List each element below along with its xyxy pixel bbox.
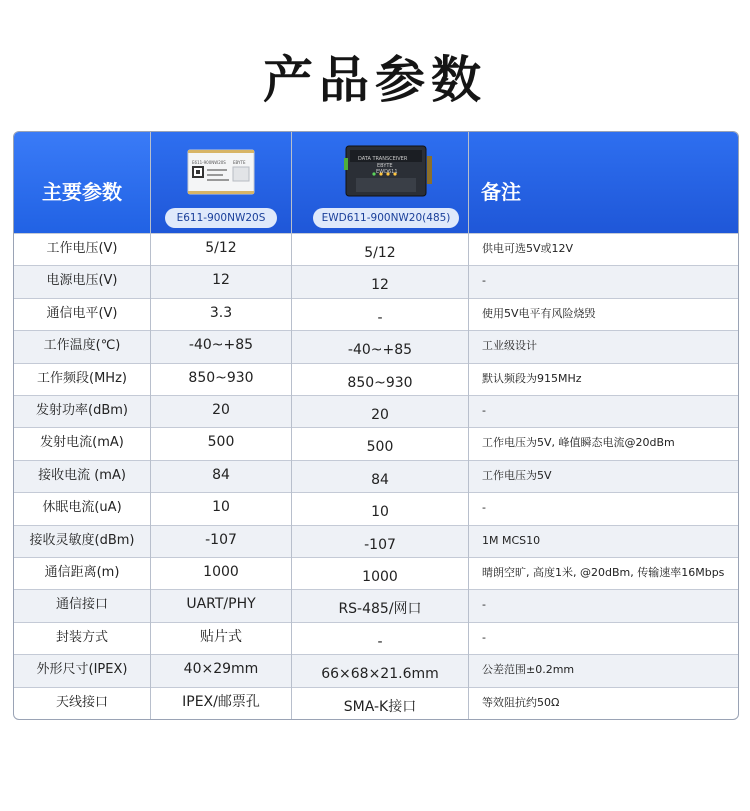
param-cell: 工作温度(℃): [43, 338, 121, 354]
module-product-image: [187, 149, 255, 195]
enclosure-print-text: DATA TRANSCEIVER: [358, 156, 408, 162]
note-cell: -: [482, 501, 486, 515]
note-cell: 公差范围±0.2mm: [482, 663, 575, 677]
table-row: [14, 589, 738, 621]
product1-value-cell: 20: [212, 402, 230, 418]
product2-value-cell: RS-485/网口: [338, 601, 422, 618]
table-row: [14, 233, 738, 265]
product2-value-cell: 1000: [362, 569, 398, 585]
spec-table: [13, 131, 739, 720]
product1-value-cell: 500: [207, 434, 235, 451]
header-notes-label: 备注: [481, 180, 521, 204]
row-divider: [14, 363, 738, 364]
product1-value-cell: 10: [212, 499, 230, 516]
note-cell: -: [482, 630, 486, 644]
param-cell: 工作频段(MHz): [37, 370, 127, 386]
table-row: [14, 687, 738, 719]
param-cell: 电源电压(V): [46, 273, 118, 289]
product2-value-cell: 10: [371, 504, 389, 521]
table-row: [14, 330, 738, 362]
row-divider: [14, 460, 738, 461]
table-row: [14, 654, 738, 686]
param-cell: 休眠电流(uA): [42, 500, 122, 516]
product2-value-cell: 500: [366, 439, 394, 456]
note-cell: 1M MCS10: [482, 533, 541, 547]
note-cell: 默认频段为915MHz: [482, 371, 582, 385]
row-divider: [14, 525, 738, 526]
product1-value-cell: UART/PHY: [186, 596, 256, 613]
table-row: [14, 427, 738, 459]
note-cell: 等效阻抗约50Ω: [482, 695, 560, 709]
product1-value-cell: 1000: [203, 564, 239, 580]
product2-value-cell: 850~930: [347, 374, 413, 391]
page-title: 产品参数: [263, 51, 487, 109]
row-divider: [14, 687, 738, 688]
row-divider: [14, 265, 738, 266]
note-cell: 供电可选5V或12V: [482, 242, 574, 255]
row-divider: [14, 233, 738, 234]
note-cell: 使用5V电平有风险烧毁: [482, 306, 596, 320]
param-cell: 发射功率(dBm): [36, 403, 128, 418]
note-cell: -: [482, 274, 486, 288]
row-divider: [14, 298, 738, 299]
enclosure-brand-text: EBYTE: [377, 163, 393, 169]
product2-value-cell: -: [377, 309, 383, 326]
product1-value-cell: -107: [205, 531, 237, 548]
product2-value-cell: 20: [371, 407, 389, 423]
product2-value-cell: -107: [364, 536, 396, 553]
module-print-text: E611-900NW20S: [192, 160, 226, 165]
table-row: [14, 622, 738, 654]
param-cell: 接收灵敏度(dBm): [29, 532, 135, 548]
enclosure-model-text: EWD611: [376, 169, 398, 175]
param-cell: 通信接口: [55, 597, 108, 613]
product2-value-cell: 12: [371, 277, 389, 294]
table-row: [14, 298, 738, 330]
column-divider: [468, 132, 469, 719]
product2-value-cell: -40~+85: [347, 342, 413, 359]
table-row: [14, 265, 738, 297]
row-divider: [14, 557, 738, 558]
row-divider: [14, 427, 738, 428]
row-divider: [14, 395, 738, 396]
product2-label: EWD611-900NW20(485): [313, 208, 459, 228]
table-row: [14, 460, 738, 492]
product1-value-cell: 3.3: [209, 304, 233, 321]
note-cell: 工业级设计: [482, 339, 537, 353]
product2-value-cell: -: [377, 633, 383, 650]
product1-value-cell: 12: [212, 272, 230, 289]
header-param-label: 主要参数: [42, 180, 122, 204]
param-cell: 外形尺寸(IPEX): [36, 662, 128, 678]
product1-value-cell: 84: [212, 466, 230, 483]
param-cell: 接收电流 (mA): [38, 467, 126, 483]
product2-value-cell: 84: [371, 471, 389, 488]
row-divider: [14, 654, 738, 655]
table-row: [14, 557, 738, 589]
product1-value-cell: IPEX/邮票孔: [182, 693, 260, 710]
module-brand-text: EBYTE: [233, 160, 246, 165]
product2-value-cell: 66×68×21.6mm: [321, 666, 439, 683]
column-divider: [291, 132, 292, 719]
row-divider: [14, 330, 738, 331]
note-cell: 晴朗空旷, 高度1米, @20dBm, 传输速率16Mbps: [482, 566, 725, 579]
table-row: [14, 525, 738, 557]
product1-value-cell: 5/12: [205, 240, 237, 256]
product2-value-cell: 5/12: [364, 245, 396, 261]
product2-value-cell: SMA-K接口: [343, 698, 417, 715]
table-row: [14, 492, 738, 524]
product1-label: E611-900NW20S: [165, 208, 277, 228]
param-cell: 工作电压(V): [46, 241, 118, 256]
param-cell: 通信电平(V): [46, 305, 118, 321]
note-cell: 工作电压为5V: [482, 468, 552, 482]
column-divider: [150, 132, 151, 719]
note-cell: 工作电压为5V, 峰值瞬态电流@20dBm: [482, 436, 675, 450]
param-cell: 通信距离(m): [44, 565, 120, 580]
table-row: [14, 395, 738, 427]
param-cell: 发射电流(mA): [40, 435, 124, 451]
row-divider: [14, 589, 738, 590]
param-cell: 封装方式: [55, 629, 108, 645]
row-divider: [14, 492, 738, 493]
product1-value-cell: 贴片式: [200, 628, 242, 645]
product1-value-cell: 40×29mm: [183, 661, 259, 678]
note-cell: -: [482, 598, 486, 612]
table-row: [14, 363, 738, 395]
product1-value-cell: -40~+85: [188, 337, 254, 354]
product1-value-cell: 850~930: [188, 369, 254, 386]
param-cell: 天线接口: [55, 694, 108, 710]
note-cell: -: [482, 404, 486, 417]
row-divider: [14, 622, 738, 623]
